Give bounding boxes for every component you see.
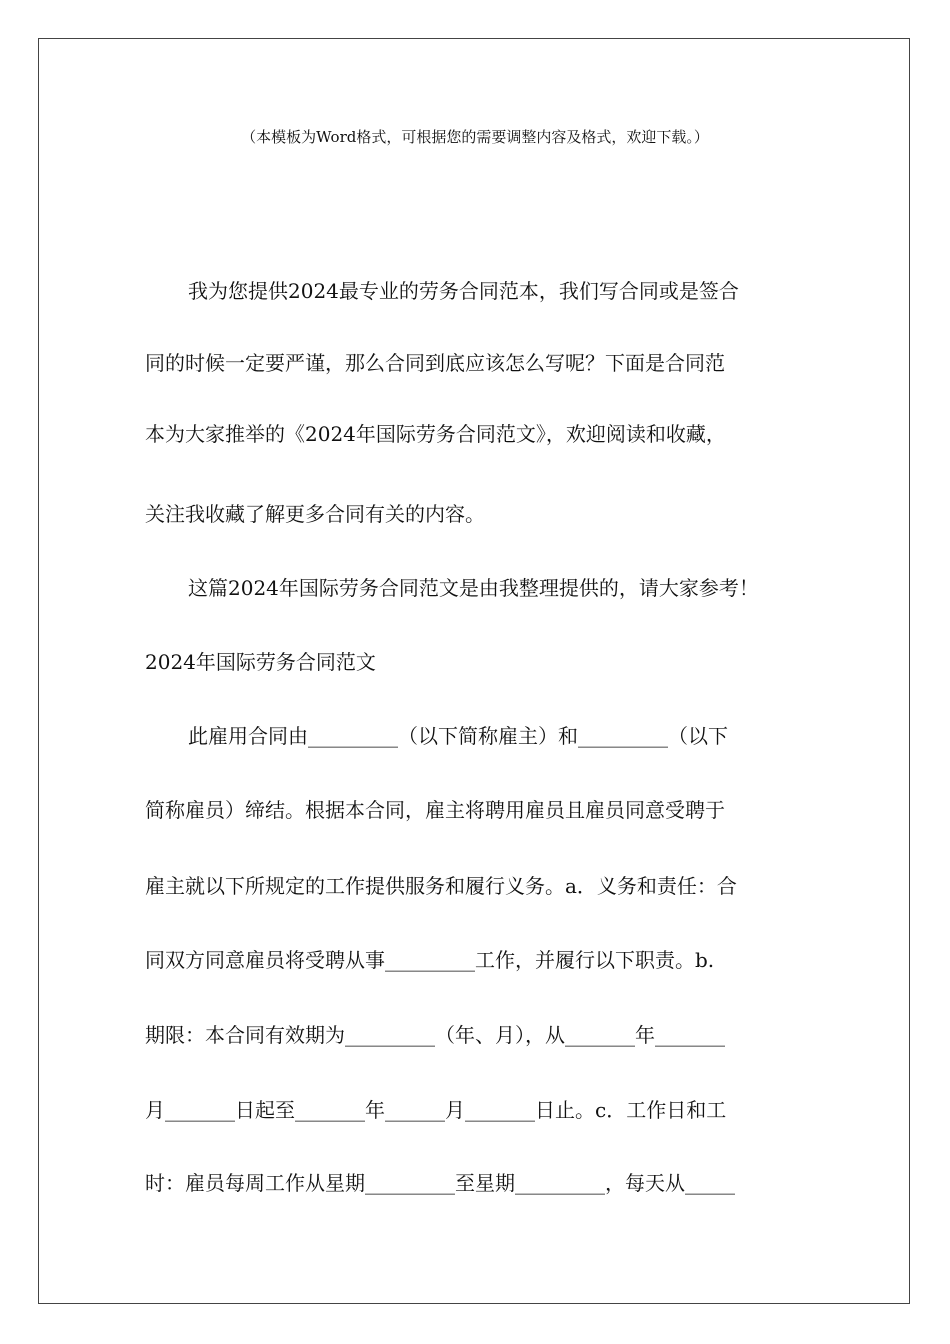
contract-line-2: 简称雇员）缔结。根据本合同，雇主将聘用雇员且雇员同意受聘于 bbox=[145, 798, 725, 822]
contract-title: 2024年国际劳务合同范文 bbox=[145, 650, 376, 674]
contract-line-3: 雇主就以下所规定的工作提供服务和履行义务。a．义务和责任：合 bbox=[145, 874, 737, 898]
reference-line: 这篇2024年国际劳务合同范文是由我整理提供的，请大家参考！ bbox=[188, 576, 759, 600]
intro-line-1: 我为您提供2024最专业的劳务合同范本，我们写合同或是签合 bbox=[188, 279, 739, 303]
contract-line-7: 时：雇员每周工作从星期_________至星期_________，每天从_____ bbox=[145, 1171, 735, 1195]
contract-line-5: 期限：本合同有效期为_________（年、月），从_______年_______ bbox=[145, 1023, 725, 1047]
contract-line-1: 此雇用合同由_________（以下简称雇主）和_________（以下 bbox=[188, 724, 728, 748]
intro-line-4: 关注我收藏了解更多合同有关的内容。 bbox=[145, 502, 485, 526]
contract-line-6: 月_______日起至_______年______月_______日止。c．工作日和工 bbox=[145, 1098, 727, 1122]
contract-line-4: 同双方同意雇员将受聘从事_________工作，并履行以下职责。b. bbox=[145, 948, 715, 972]
intro-line-3: 本为大家推举的《2024年国际劳务合同范文》，欢迎阅读和收藏， bbox=[145, 422, 726, 446]
intro-line-2: 同的时候一定要严谨，那么合同到底应该怎么写呢？下面是合同范 bbox=[145, 351, 725, 375]
template-note: （本模板为Word格式，可根据您的需要调整内容及格式，欢迎下载。） bbox=[241, 128, 709, 146]
